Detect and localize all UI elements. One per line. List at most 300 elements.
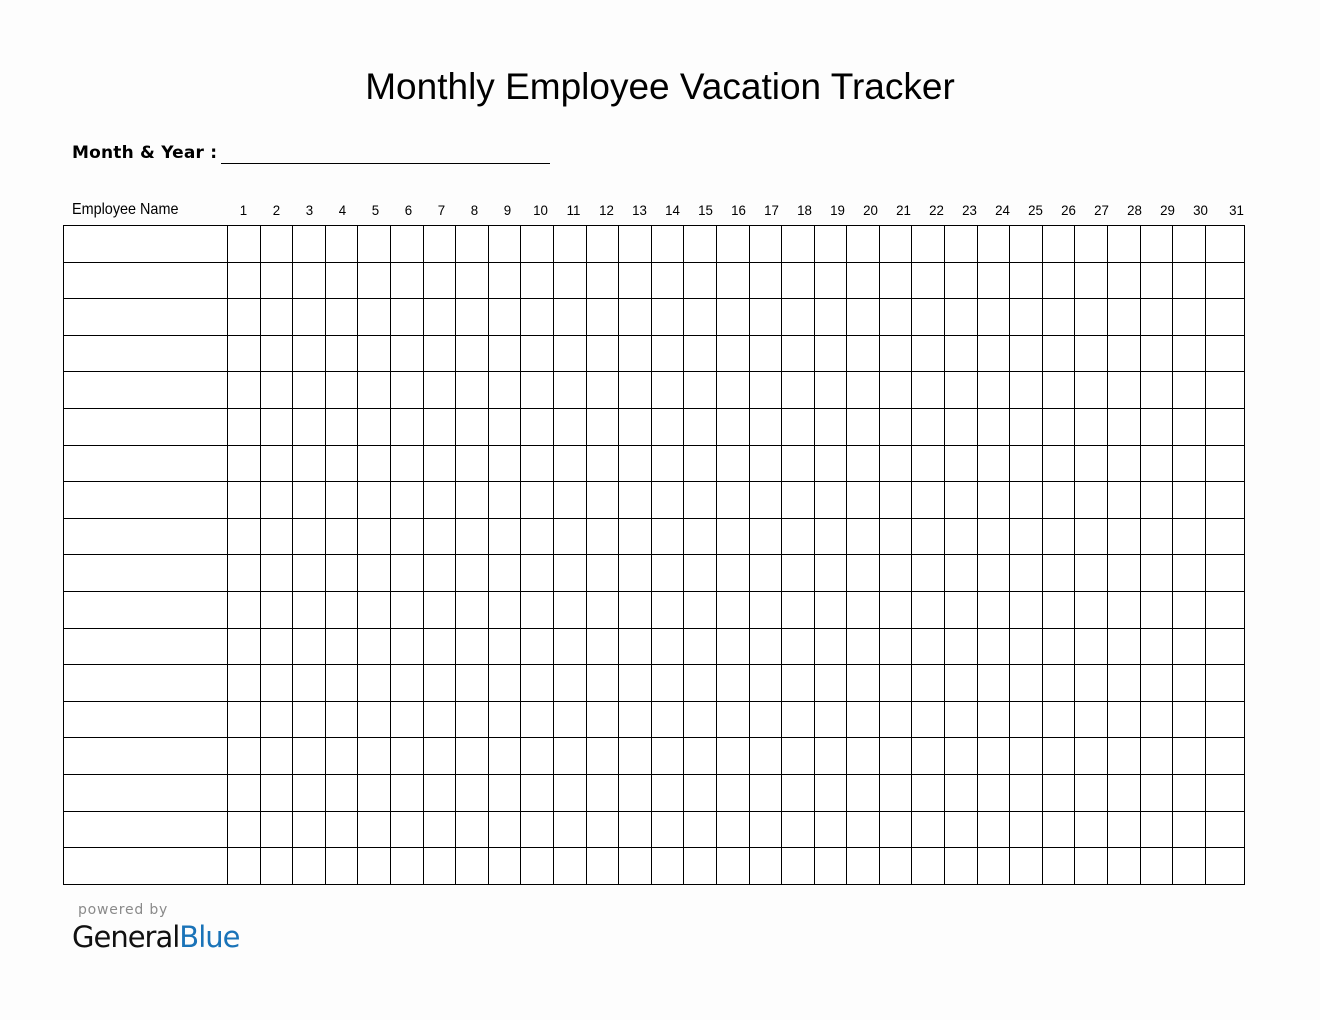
day-cell[interactable] bbox=[293, 555, 326, 592]
day-cell[interactable] bbox=[716, 628, 749, 665]
day-cell[interactable] bbox=[782, 299, 815, 336]
employee-name-cell[interactable] bbox=[64, 701, 228, 738]
day-cell[interactable] bbox=[619, 482, 652, 519]
day-cell[interactable] bbox=[260, 226, 293, 263]
day-cell[interactable] bbox=[488, 738, 521, 775]
day-cell[interactable] bbox=[651, 408, 684, 445]
day-cell[interactable] bbox=[782, 226, 815, 263]
day-cell[interactable] bbox=[912, 555, 945, 592]
day-cell[interactable] bbox=[749, 226, 782, 263]
day-cell[interactable] bbox=[651, 811, 684, 848]
day-cell[interactable] bbox=[782, 372, 815, 409]
day-cell[interactable] bbox=[293, 774, 326, 811]
day-cell[interactable] bbox=[586, 628, 619, 665]
day-cell[interactable] bbox=[651, 372, 684, 409]
day-cell[interactable] bbox=[228, 628, 261, 665]
day-cell[interactable] bbox=[879, 628, 912, 665]
day-cell[interactable] bbox=[423, 665, 456, 702]
day-cell[interactable] bbox=[488, 445, 521, 482]
day-cell[interactable] bbox=[1140, 811, 1173, 848]
day-cell[interactable] bbox=[945, 408, 978, 445]
day-cell[interactable] bbox=[456, 518, 489, 555]
day-cell[interactable] bbox=[228, 774, 261, 811]
day-cell[interactable] bbox=[1108, 518, 1141, 555]
day-cell[interactable] bbox=[619, 701, 652, 738]
day-cell[interactable] bbox=[293, 701, 326, 738]
day-cell[interactable] bbox=[1140, 665, 1173, 702]
month-year-field[interactable] bbox=[221, 163, 550, 164]
day-cell[interactable] bbox=[488, 701, 521, 738]
employee-name-cell[interactable] bbox=[64, 226, 228, 263]
day-cell[interactable] bbox=[814, 262, 847, 299]
day-cell[interactable] bbox=[912, 299, 945, 336]
day-cell[interactable] bbox=[945, 226, 978, 263]
day-cell[interactable] bbox=[358, 591, 391, 628]
day-cell[interactable] bbox=[521, 811, 554, 848]
day-cell[interactable] bbox=[749, 774, 782, 811]
day-cell[interactable] bbox=[814, 701, 847, 738]
day-cell[interactable] bbox=[1140, 372, 1173, 409]
day-cell[interactable] bbox=[847, 848, 880, 885]
day-cell[interactable] bbox=[977, 591, 1010, 628]
day-cell[interactable] bbox=[912, 848, 945, 885]
employee-name-cell[interactable] bbox=[64, 445, 228, 482]
day-cell[interactable] bbox=[716, 408, 749, 445]
day-cell[interactable] bbox=[1075, 408, 1108, 445]
day-cell[interactable] bbox=[521, 262, 554, 299]
day-cell[interactable] bbox=[260, 518, 293, 555]
day-cell[interactable] bbox=[1205, 555, 1244, 592]
day-cell[interactable] bbox=[390, 738, 423, 775]
day-cell[interactable] bbox=[651, 848, 684, 885]
day-cell[interactable] bbox=[977, 555, 1010, 592]
day-cell[interactable] bbox=[488, 591, 521, 628]
day-cell[interactable] bbox=[651, 665, 684, 702]
day-cell[interactable] bbox=[684, 518, 717, 555]
day-cell[interactable] bbox=[456, 811, 489, 848]
day-cell[interactable] bbox=[325, 774, 358, 811]
day-cell[interactable] bbox=[1205, 372, 1244, 409]
day-cell[interactable] bbox=[945, 701, 978, 738]
day-cell[interactable] bbox=[945, 262, 978, 299]
day-cell[interactable] bbox=[814, 628, 847, 665]
day-cell[interactable] bbox=[1108, 738, 1141, 775]
day-cell[interactable] bbox=[456, 445, 489, 482]
day-cell[interactable] bbox=[1205, 226, 1244, 263]
employee-name-cell[interactable] bbox=[64, 372, 228, 409]
day-cell[interactable] bbox=[814, 445, 847, 482]
day-cell[interactable] bbox=[1205, 482, 1244, 519]
day-cell[interactable] bbox=[879, 738, 912, 775]
day-cell[interactable] bbox=[423, 811, 456, 848]
day-cell[interactable] bbox=[553, 445, 586, 482]
day-cell[interactable] bbox=[586, 226, 619, 263]
day-cell[interactable] bbox=[1075, 701, 1108, 738]
day-cell[interactable] bbox=[325, 591, 358, 628]
day-cell[interactable] bbox=[586, 445, 619, 482]
day-cell[interactable] bbox=[521, 299, 554, 336]
day-cell[interactable] bbox=[782, 591, 815, 628]
day-cell[interactable] bbox=[1042, 555, 1075, 592]
day-cell[interactable] bbox=[716, 701, 749, 738]
day-cell[interactable] bbox=[782, 408, 815, 445]
day-cell[interactable] bbox=[945, 774, 978, 811]
day-cell[interactable] bbox=[423, 555, 456, 592]
day-cell[interactable] bbox=[1010, 811, 1043, 848]
day-cell[interactable] bbox=[1140, 628, 1173, 665]
day-cell[interactable] bbox=[619, 628, 652, 665]
day-cell[interactable] bbox=[619, 445, 652, 482]
day-cell[interactable] bbox=[586, 591, 619, 628]
day-cell[interactable] bbox=[358, 774, 391, 811]
day-cell[interactable] bbox=[1042, 518, 1075, 555]
day-cell[interactable] bbox=[1173, 226, 1206, 263]
day-cell[interactable] bbox=[782, 628, 815, 665]
day-cell[interactable] bbox=[977, 665, 1010, 702]
day-cell[interactable] bbox=[716, 738, 749, 775]
day-cell[interactable] bbox=[1140, 738, 1173, 775]
day-cell[interactable] bbox=[1075, 774, 1108, 811]
day-cell[interactable] bbox=[945, 811, 978, 848]
day-cell[interactable] bbox=[553, 482, 586, 519]
day-cell[interactable] bbox=[423, 408, 456, 445]
day-cell[interactable] bbox=[1075, 738, 1108, 775]
day-cell[interactable] bbox=[684, 372, 717, 409]
day-cell[interactable] bbox=[684, 555, 717, 592]
day-cell[interactable] bbox=[488, 372, 521, 409]
day-cell[interactable] bbox=[586, 738, 619, 775]
day-cell[interactable] bbox=[651, 738, 684, 775]
day-cell[interactable] bbox=[1010, 738, 1043, 775]
day-cell[interactable] bbox=[1042, 408, 1075, 445]
day-cell[interactable] bbox=[1108, 335, 1141, 372]
day-cell[interactable] bbox=[619, 848, 652, 885]
day-cell[interactable] bbox=[619, 591, 652, 628]
day-cell[interactable] bbox=[684, 226, 717, 263]
day-cell[interactable] bbox=[488, 774, 521, 811]
day-cell[interactable] bbox=[586, 555, 619, 592]
day-cell[interactable] bbox=[684, 665, 717, 702]
day-cell[interactable] bbox=[619, 372, 652, 409]
day-cell[interactable] bbox=[619, 335, 652, 372]
day-cell[interactable] bbox=[1075, 482, 1108, 519]
day-cell[interactable] bbox=[782, 518, 815, 555]
day-cell[interactable] bbox=[521, 591, 554, 628]
day-cell[interactable] bbox=[1205, 848, 1244, 885]
day-cell[interactable] bbox=[684, 408, 717, 445]
day-cell[interactable] bbox=[814, 299, 847, 336]
day-cell[interactable] bbox=[651, 226, 684, 263]
employee-name-cell[interactable] bbox=[64, 335, 228, 372]
day-cell[interactable] bbox=[553, 372, 586, 409]
day-cell[interactable] bbox=[1140, 226, 1173, 263]
day-cell[interactable] bbox=[553, 262, 586, 299]
day-cell[interactable] bbox=[325, 518, 358, 555]
day-cell[interactable] bbox=[684, 445, 717, 482]
day-cell[interactable] bbox=[1010, 299, 1043, 336]
day-cell[interactable] bbox=[358, 445, 391, 482]
day-cell[interactable] bbox=[553, 518, 586, 555]
day-cell[interactable] bbox=[358, 262, 391, 299]
day-cell[interactable] bbox=[228, 299, 261, 336]
day-cell[interactable] bbox=[1108, 372, 1141, 409]
day-cell[interactable] bbox=[521, 226, 554, 263]
day-cell[interactable] bbox=[651, 482, 684, 519]
day-cell[interactable] bbox=[1108, 226, 1141, 263]
day-cell[interactable] bbox=[521, 555, 554, 592]
day-cell[interactable] bbox=[1075, 628, 1108, 665]
day-cell[interactable] bbox=[260, 701, 293, 738]
day-cell[interactable] bbox=[456, 665, 489, 702]
day-cell[interactable] bbox=[293, 665, 326, 702]
day-cell[interactable] bbox=[1075, 299, 1108, 336]
day-cell[interactable] bbox=[293, 848, 326, 885]
day-cell[interactable] bbox=[456, 299, 489, 336]
day-cell[interactable] bbox=[586, 408, 619, 445]
day-cell[interactable] bbox=[945, 445, 978, 482]
day-cell[interactable] bbox=[423, 335, 456, 372]
day-cell[interactable] bbox=[782, 445, 815, 482]
day-cell[interactable] bbox=[814, 774, 847, 811]
day-cell[interactable] bbox=[1075, 811, 1108, 848]
day-cell[interactable] bbox=[1108, 665, 1141, 702]
day-cell[interactable] bbox=[1205, 408, 1244, 445]
employee-name-cell[interactable] bbox=[64, 262, 228, 299]
day-cell[interactable] bbox=[456, 555, 489, 592]
day-cell[interactable] bbox=[1108, 555, 1141, 592]
day-cell[interactable] bbox=[521, 335, 554, 372]
day-cell[interactable] bbox=[977, 335, 1010, 372]
day-cell[interactable] bbox=[390, 262, 423, 299]
day-cell[interactable] bbox=[684, 299, 717, 336]
day-cell[interactable] bbox=[651, 335, 684, 372]
day-cell[interactable] bbox=[782, 482, 815, 519]
day-cell[interactable] bbox=[1075, 226, 1108, 263]
day-cell[interactable] bbox=[423, 518, 456, 555]
day-cell[interactable] bbox=[782, 665, 815, 702]
employee-name-cell[interactable] bbox=[64, 518, 228, 555]
day-cell[interactable] bbox=[456, 372, 489, 409]
day-cell[interactable] bbox=[847, 738, 880, 775]
day-cell[interactable] bbox=[1173, 335, 1206, 372]
day-cell[interactable] bbox=[553, 848, 586, 885]
day-cell[interactable] bbox=[456, 848, 489, 885]
day-cell[interactable] bbox=[977, 738, 1010, 775]
day-cell[interactable] bbox=[358, 811, 391, 848]
day-cell[interactable] bbox=[814, 555, 847, 592]
day-cell[interactable] bbox=[553, 591, 586, 628]
day-cell[interactable] bbox=[782, 811, 815, 848]
day-cell[interactable] bbox=[423, 738, 456, 775]
day-cell[interactable] bbox=[1042, 372, 1075, 409]
day-cell[interactable] bbox=[1205, 262, 1244, 299]
day-cell[interactable] bbox=[749, 299, 782, 336]
day-cell[interactable] bbox=[228, 445, 261, 482]
day-cell[interactable] bbox=[390, 335, 423, 372]
day-cell[interactable] bbox=[1010, 372, 1043, 409]
day-cell[interactable] bbox=[553, 738, 586, 775]
day-cell[interactable] bbox=[228, 408, 261, 445]
day-cell[interactable] bbox=[1108, 848, 1141, 885]
day-cell[interactable] bbox=[423, 262, 456, 299]
day-cell[interactable] bbox=[1075, 591, 1108, 628]
day-cell[interactable] bbox=[782, 738, 815, 775]
day-cell[interactable] bbox=[684, 811, 717, 848]
day-cell[interactable] bbox=[423, 628, 456, 665]
day-cell[interactable] bbox=[293, 811, 326, 848]
day-cell[interactable] bbox=[716, 482, 749, 519]
day-cell[interactable] bbox=[912, 372, 945, 409]
day-cell[interactable] bbox=[325, 628, 358, 665]
day-cell[interactable] bbox=[456, 262, 489, 299]
day-cell[interactable] bbox=[1173, 518, 1206, 555]
day-cell[interactable] bbox=[912, 226, 945, 263]
day-cell[interactable] bbox=[651, 518, 684, 555]
day-cell[interactable] bbox=[553, 299, 586, 336]
day-cell[interactable] bbox=[1010, 628, 1043, 665]
day-cell[interactable] bbox=[358, 738, 391, 775]
day-cell[interactable] bbox=[293, 335, 326, 372]
day-cell[interactable] bbox=[1010, 848, 1043, 885]
day-cell[interactable] bbox=[423, 445, 456, 482]
day-cell[interactable] bbox=[977, 701, 1010, 738]
day-cell[interactable] bbox=[879, 518, 912, 555]
day-cell[interactable] bbox=[945, 335, 978, 372]
day-cell[interactable] bbox=[488, 848, 521, 885]
day-cell[interactable] bbox=[945, 848, 978, 885]
day-cell[interactable] bbox=[879, 482, 912, 519]
day-cell[interactable] bbox=[521, 738, 554, 775]
day-cell[interactable] bbox=[749, 408, 782, 445]
employee-name-cell[interactable] bbox=[64, 665, 228, 702]
day-cell[interactable] bbox=[390, 665, 423, 702]
day-cell[interactable] bbox=[586, 774, 619, 811]
day-cell[interactable] bbox=[651, 774, 684, 811]
day-cell[interactable] bbox=[1075, 518, 1108, 555]
day-cell[interactable] bbox=[358, 226, 391, 263]
day-cell[interactable] bbox=[521, 848, 554, 885]
day-cell[interactable] bbox=[1042, 262, 1075, 299]
day-cell[interactable] bbox=[521, 701, 554, 738]
day-cell[interactable] bbox=[521, 628, 554, 665]
day-cell[interactable] bbox=[651, 262, 684, 299]
day-cell[interactable] bbox=[814, 408, 847, 445]
day-cell[interactable] bbox=[1140, 774, 1173, 811]
day-cell[interactable] bbox=[293, 226, 326, 263]
day-cell[interactable] bbox=[945, 518, 978, 555]
day-cell[interactable] bbox=[553, 701, 586, 738]
day-cell[interactable] bbox=[423, 774, 456, 811]
day-cell[interactable] bbox=[912, 482, 945, 519]
day-cell[interactable] bbox=[488, 482, 521, 519]
day-cell[interactable] bbox=[879, 445, 912, 482]
day-cell[interactable] bbox=[847, 628, 880, 665]
day-cell[interactable] bbox=[912, 445, 945, 482]
day-cell[interactable] bbox=[977, 482, 1010, 519]
day-cell[interactable] bbox=[977, 628, 1010, 665]
day-cell[interactable] bbox=[456, 738, 489, 775]
day-cell[interactable] bbox=[977, 226, 1010, 263]
day-cell[interactable] bbox=[977, 262, 1010, 299]
day-cell[interactable] bbox=[1173, 848, 1206, 885]
day-cell[interactable] bbox=[1042, 226, 1075, 263]
day-cell[interactable] bbox=[749, 445, 782, 482]
day-cell[interactable] bbox=[619, 299, 652, 336]
day-cell[interactable] bbox=[260, 408, 293, 445]
day-cell[interactable] bbox=[716, 591, 749, 628]
day-cell[interactable] bbox=[619, 811, 652, 848]
day-cell[interactable] bbox=[358, 372, 391, 409]
day-cell[interactable] bbox=[358, 518, 391, 555]
day-cell[interactable] bbox=[228, 518, 261, 555]
day-cell[interactable] bbox=[1173, 482, 1206, 519]
day-cell[interactable] bbox=[1173, 372, 1206, 409]
day-cell[interactable] bbox=[977, 299, 1010, 336]
day-cell[interactable] bbox=[390, 848, 423, 885]
day-cell[interactable] bbox=[358, 628, 391, 665]
day-cell[interactable] bbox=[716, 518, 749, 555]
day-cell[interactable] bbox=[945, 628, 978, 665]
day-cell[interactable] bbox=[1010, 482, 1043, 519]
day-cell[interactable] bbox=[390, 299, 423, 336]
day-cell[interactable] bbox=[619, 518, 652, 555]
day-cell[interactable] bbox=[716, 555, 749, 592]
day-cell[interactable] bbox=[749, 701, 782, 738]
day-cell[interactable] bbox=[325, 811, 358, 848]
employee-name-cell[interactable] bbox=[64, 482, 228, 519]
day-cell[interactable] bbox=[1075, 262, 1108, 299]
day-cell[interactable] bbox=[716, 445, 749, 482]
employee-name-cell[interactable] bbox=[64, 848, 228, 885]
day-cell[interactable] bbox=[684, 738, 717, 775]
day-cell[interactable] bbox=[293, 738, 326, 775]
day-cell[interactable] bbox=[847, 299, 880, 336]
day-cell[interactable] bbox=[553, 408, 586, 445]
day-cell[interactable] bbox=[521, 774, 554, 811]
day-cell[interactable] bbox=[847, 335, 880, 372]
day-cell[interactable] bbox=[1010, 665, 1043, 702]
day-cell[interactable] bbox=[260, 482, 293, 519]
day-cell[interactable] bbox=[977, 811, 1010, 848]
day-cell[interactable] bbox=[390, 811, 423, 848]
day-cell[interactable] bbox=[456, 591, 489, 628]
day-cell[interactable] bbox=[1010, 518, 1043, 555]
day-cell[interactable] bbox=[749, 848, 782, 885]
day-cell[interactable] bbox=[423, 372, 456, 409]
day-cell[interactable] bbox=[716, 262, 749, 299]
day-cell[interactable] bbox=[553, 665, 586, 702]
day-cell[interactable] bbox=[945, 591, 978, 628]
day-cell[interactable] bbox=[847, 518, 880, 555]
day-cell[interactable] bbox=[293, 482, 326, 519]
day-cell[interactable] bbox=[1140, 262, 1173, 299]
day-cell[interactable] bbox=[749, 628, 782, 665]
day-cell[interactable] bbox=[1108, 482, 1141, 519]
day-cell[interactable] bbox=[945, 665, 978, 702]
day-cell[interactable] bbox=[586, 848, 619, 885]
day-cell[interactable] bbox=[586, 518, 619, 555]
day-cell[interactable] bbox=[488, 555, 521, 592]
day-cell[interactable] bbox=[814, 811, 847, 848]
day-cell[interactable] bbox=[358, 848, 391, 885]
day-cell[interactable] bbox=[782, 335, 815, 372]
day-cell[interactable] bbox=[586, 482, 619, 519]
day-cell[interactable] bbox=[684, 262, 717, 299]
day-cell[interactable] bbox=[293, 262, 326, 299]
day-cell[interactable] bbox=[684, 701, 717, 738]
day-cell[interactable] bbox=[1140, 555, 1173, 592]
day-cell[interactable] bbox=[260, 299, 293, 336]
